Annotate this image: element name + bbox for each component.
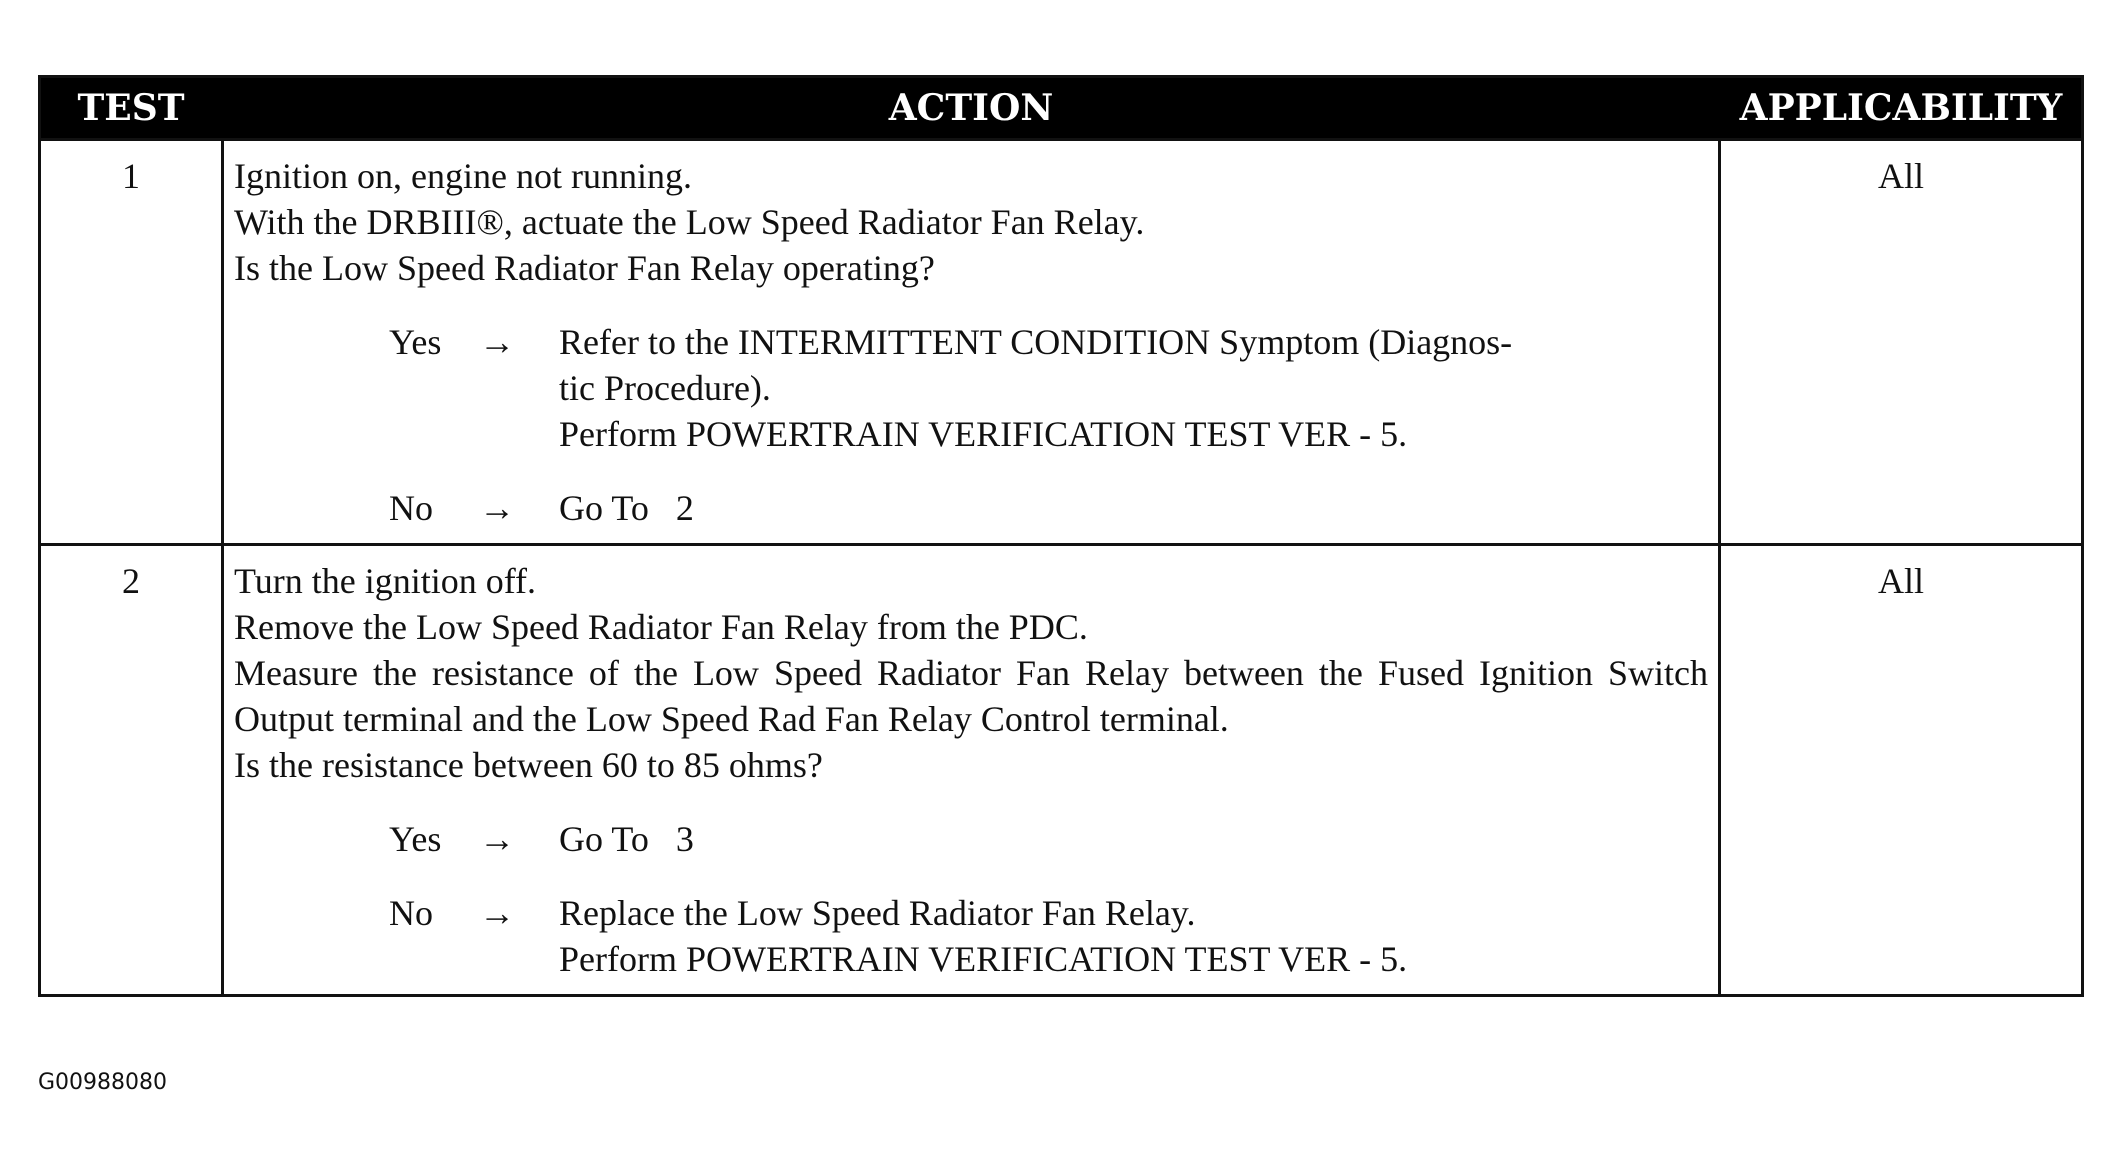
- diagnostic-test-table: [38, 75, 2084, 997]
- answer-line: Go To 2: [559, 488, 694, 528]
- answer-yes: [389, 816, 1708, 862]
- action-line: Turn the ignition off.: [234, 561, 537, 601]
- answer-line: Perform POWERTRAIN VERIFICATION TEST VER - 5.: [559, 414, 1408, 454]
- action-line: Ignition on, engine not running.: [234, 156, 692, 196]
- answer-label: No: [389, 488, 433, 528]
- header-test: TEST: [77, 87, 185, 129]
- answer-line: tic Procedure).: [559, 368, 771, 408]
- answer-no: [389, 485, 1708, 531]
- arrow-icon: →: [479, 893, 515, 933]
- test-number: 2: [122, 561, 140, 601]
- answer-no: [389, 890, 1708, 982]
- action-line: With the DRBIII®, actuate the Low Speed Radiator Fan Relay.: [234, 202, 1145, 242]
- action-line: Is the Low Speed Radiator Fan Relay operating?: [234, 248, 935, 288]
- answer-text: [559, 890, 1708, 982]
- arrow-icon: →: [479, 322, 515, 362]
- answer-text: [559, 816, 1708, 862]
- answer-label: No: [389, 893, 433, 933]
- applicability-value: All: [1877, 156, 1924, 196]
- applicability-value: All: [1877, 561, 1924, 601]
- table-header: [41, 78, 2081, 138]
- arrow-icon: →: [479, 819, 515, 859]
- answer-text: [559, 485, 1708, 531]
- table-row: [41, 543, 2081, 994]
- action-line: Measure the resistance of the Low Speed Radiator Fan Relay between the Fused Ignition Switch Output terminal and the Low Speed Rad Fan Relay Control terminal.: [234, 653, 1708, 739]
- table-row: [41, 138, 2081, 543]
- header-action: ACTION: [888, 87, 1054, 129]
- answer-line: Go To 3: [559, 819, 694, 859]
- answer-text: [559, 319, 1708, 457]
- answer-line: Perform POWERTRAIN VERIFICATION TEST VER - 5.: [559, 939, 1408, 979]
- answer-label: Yes: [389, 322, 442, 362]
- test-number: 1: [122, 156, 140, 196]
- action-line: Is the resistance between 60 to 85 ohms?: [234, 745, 823, 785]
- answer-label: Yes: [389, 819, 442, 859]
- arrow-icon: →: [479, 488, 515, 528]
- answer-yes: [389, 319, 1708, 457]
- header-applicability: APPLICABILITY: [1739, 87, 2063, 129]
- action-cell: [221, 546, 1721, 994]
- action-cell: [221, 141, 1721, 543]
- action-line: Remove the Low Speed Radiator Fan Relay from the PDC.: [234, 607, 1088, 647]
- answer-line: Refer to the INTERMITTENT CONDITION Symptom (Diagnos-: [559, 322, 1513, 362]
- figure-id: G00988080: [38, 1070, 168, 1095]
- answer-line: Replace the Low Speed Radiator Fan Relay.: [559, 893, 1196, 933]
